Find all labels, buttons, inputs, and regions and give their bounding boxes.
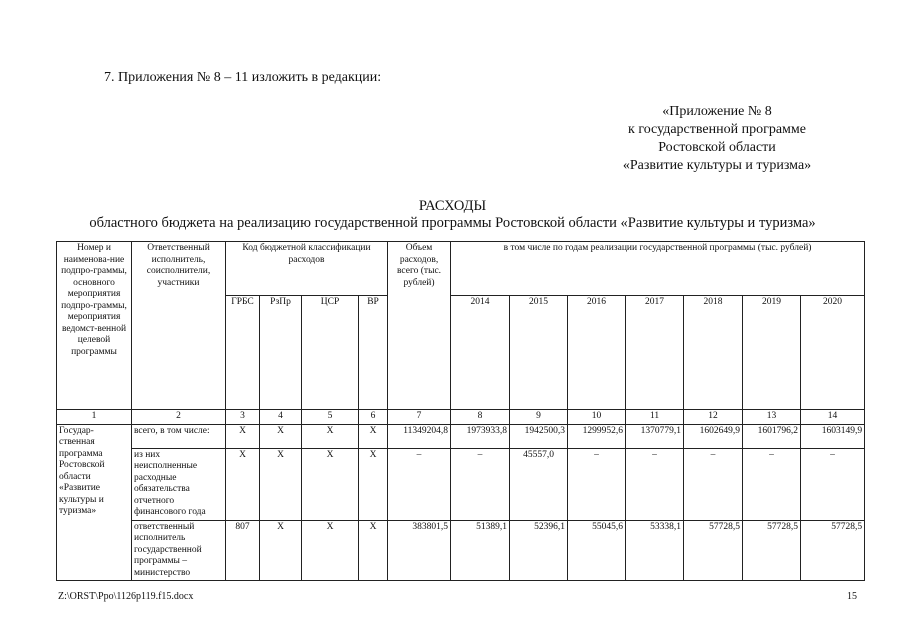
column-number: 13 [743,410,801,425]
vr-cell: Х [359,424,388,448]
year-cell: 57728,5 [801,520,865,581]
year-cell: 1603149,9 [801,424,865,448]
year-cell: – [684,448,743,520]
year-cell: 51389,1 [451,520,510,581]
header-year-2016: 2016 [568,296,626,410]
header-vr: ВР [359,296,388,410]
executor-cell: ответственный исполнитель государственной программы – министерство [132,520,226,581]
year-cell: 55045,6 [568,520,626,581]
column-number: 10 [568,410,626,425]
appendix-line-4: «Развитие культуры и туризма» [622,158,812,173]
header-years-group: в том числе по годам реализации государственной программы (тыс. рублей) [451,242,865,296]
year-cell: – [743,448,801,520]
column-number: 8 [451,410,510,425]
header-name-column: Номер и наименова-ние подпро-граммы, основного мероприятия подпро-граммы, мероприятия ведомст-венной целевой программы [57,242,132,410]
column-number: 1 [57,410,132,425]
appendix-heading [587,103,847,175]
year-cell: 57728,5 [684,520,743,581]
header-csr: ЦСР [302,296,359,410]
csr-cell: Х [302,448,359,520]
csr-cell: Х [302,424,359,448]
year-cell: 57728,5 [743,520,801,581]
year-cell: 1601796,2 [743,424,801,448]
rzpr-cell: Х [260,448,302,520]
grbs-cell: 807 [226,520,260,581]
table-row [57,448,865,520]
column-number: 6 [359,410,388,425]
year-cell: 1942500,3 [510,424,568,448]
document-title: РАСХОДЫ [418,198,487,214]
table-row [57,424,865,448]
year-cell: – [626,448,684,520]
total-cell: 11349204,8 [388,424,451,448]
vr-cell: Х [359,520,388,581]
header-rzpr: РзПр [260,296,302,410]
year-cell: – [801,448,865,520]
appendix-line-3: Ростовской области [658,140,776,155]
expenses-table [56,241,865,581]
total-cell: – [388,448,451,520]
header-year-2014: 2014 [451,296,510,410]
total-cell: 383801,5 [388,520,451,581]
appendix-line-1: «Приложение № 8 [662,104,772,119]
year-cell: 1973933,8 [451,424,510,448]
year-cell: 52396,1 [510,520,568,581]
rzpr-cell: Х [260,520,302,581]
executor-cell: всего, в том числе: [132,424,226,448]
grbs-cell: Х [226,424,260,448]
page-number: 15 [847,591,857,602]
header-year-2019: 2019 [743,296,801,410]
appendix-line-2: к государственной программе [628,122,806,137]
year-cell: 1370779,1 [626,424,684,448]
header-grbs: ГРБС [226,296,260,410]
column-number: 9 [510,410,568,425]
header-executor-column: Ответственный исполнитель, соисполнители, участники [132,242,226,410]
document-subtitle: областного бюджета на реализацию государственной программы Ростовской области «Развитие культуры и туризма» [89,215,816,231]
column-number: 12 [684,410,743,425]
header-year-2015: 2015 [510,296,568,410]
year-cell: 1602649,9 [684,424,743,448]
intro-paragraph: 7. Приложения № 8 – 11 изложить в редакции: [104,70,382,85]
column-number: 14 [801,410,865,425]
year-cell: – [451,448,510,520]
rzpr-cell: Х [260,424,302,448]
year-cell: 53338,1 [626,520,684,581]
column-number: 5 [302,410,359,425]
table-row [57,520,865,581]
column-number: 11 [626,410,684,425]
program-name-cell: Государ-ственная программа Ростовской области «Развитие культуры и туризма» [57,424,132,581]
footer-file-path: Z:\ORST\Ppo\1126p119.f15.docx [58,591,194,602]
header-year-2017: 2017 [626,296,684,410]
vr-cell: Х [359,448,388,520]
executor-cell: из них неисполненные расходные обязательства отчетного финансового года [132,448,226,520]
column-number: 7 [388,410,451,425]
header-year-2018: 2018 [684,296,743,410]
header-budget-code: Код бюджетной классификации расходов [226,242,388,296]
column-number: 3 [226,410,260,425]
header-total-volume: Объем расходов, всего (тыс. рублей) [388,242,451,410]
header-year-2020: 2020 [801,296,865,410]
year-cell: 45557,0 [510,448,568,520]
column-number: 2 [132,410,226,425]
column-number-row [57,410,865,425]
year-cell: 1299952,6 [568,424,626,448]
column-number: 4 [260,410,302,425]
year-cell: – [568,448,626,520]
grbs-cell: Х [226,448,260,520]
csr-cell: Х [302,520,359,581]
